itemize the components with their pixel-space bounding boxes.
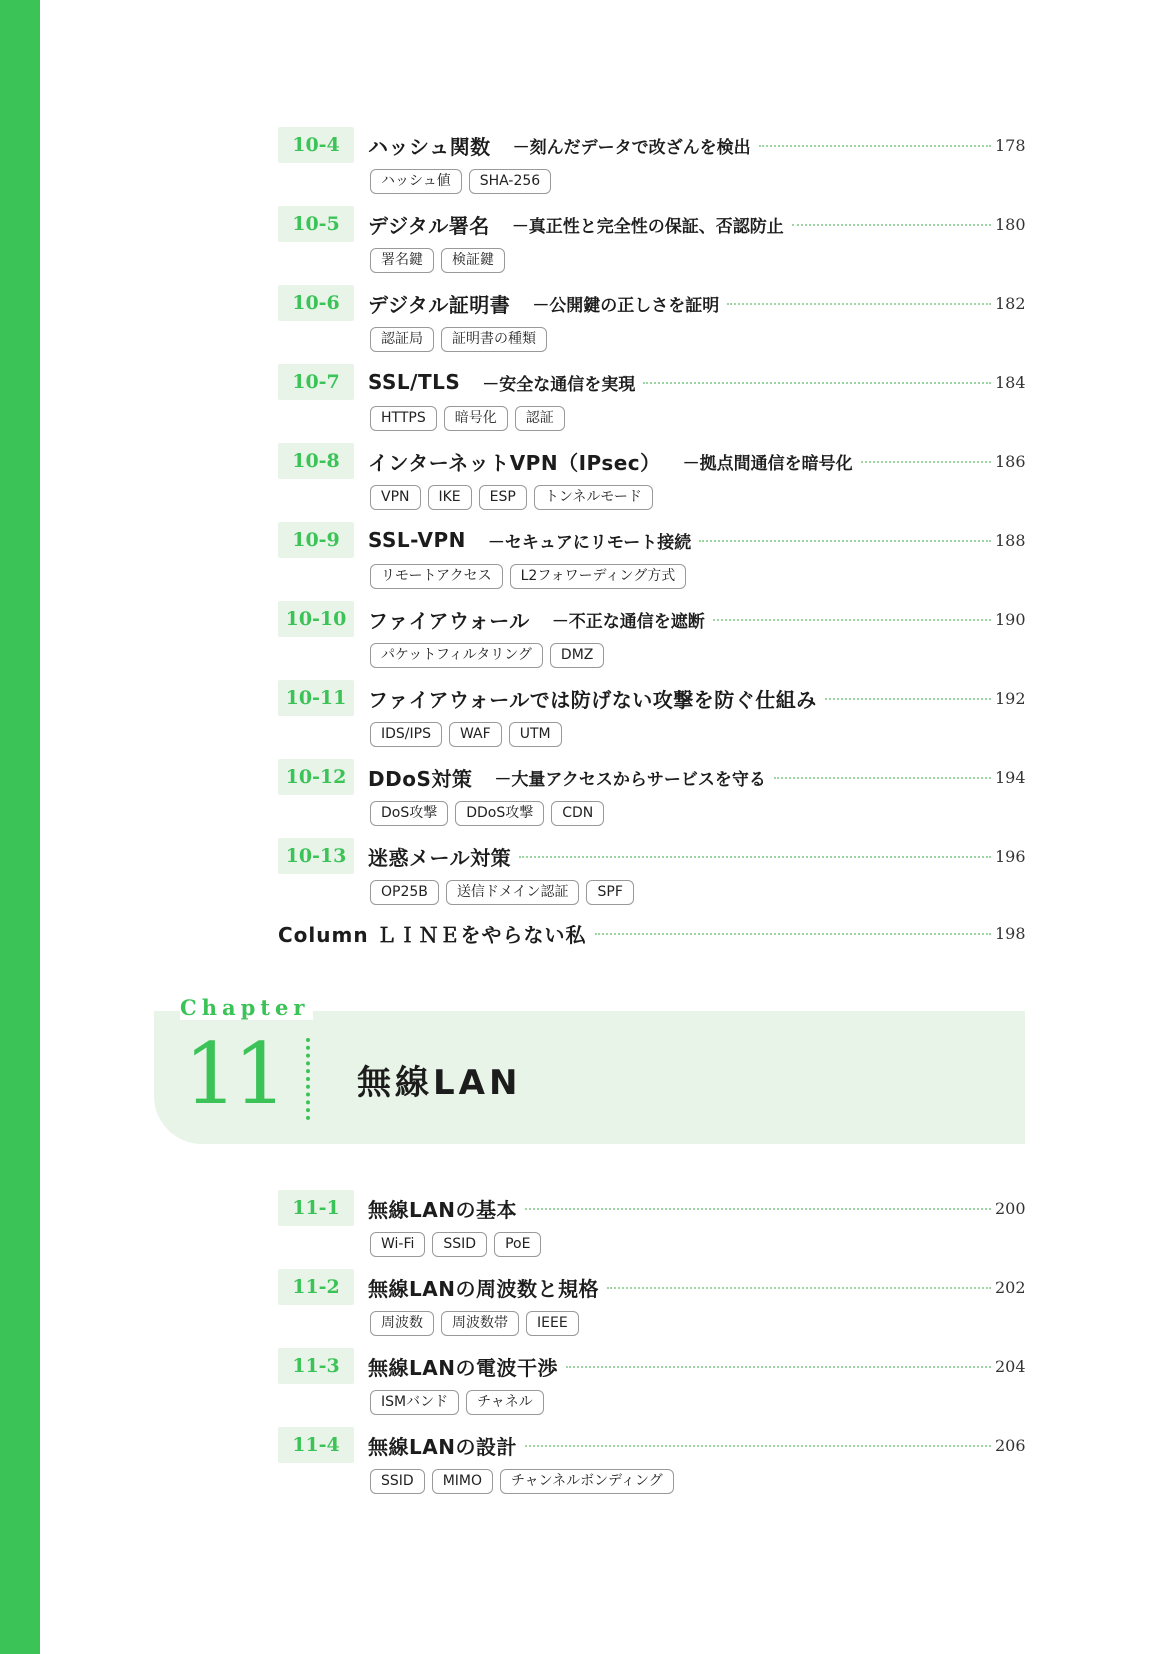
- section-title: インターネットVPN（IPsec）: [368, 450, 661, 475]
- section-title: デジタル証明書: [368, 292, 511, 317]
- keyword-tag: チャンネルボンディング: [500, 1469, 674, 1494]
- dot-leader: [861, 461, 991, 463]
- page-number: 184: [995, 372, 1026, 392]
- section-title: ハッシュ関数: [368, 134, 491, 159]
- section-subtitle: －不正な通信を遮断: [551, 611, 705, 632]
- dot-leader: [525, 1208, 991, 1210]
- keyword-tag: SSID: [432, 1232, 487, 1257]
- section-number: 10-9: [278, 522, 354, 558]
- section-subtitle: －セキュアにリモート接続: [487, 532, 692, 553]
- dot-leader: [566, 1366, 991, 1368]
- keyword-tag: リモートアクセス: [370, 564, 503, 589]
- section-number: 10-10: [278, 601, 354, 637]
- keyword-tag: SPF: [586, 880, 633, 905]
- keyword-tag: パケットフィルタリング: [370, 643, 543, 668]
- keyword-tags: [370, 1311, 1025, 1336]
- toc-entry[interactable]: [278, 1346, 1025, 1425]
- section-number: 10-13: [278, 838, 354, 874]
- toc-entry[interactable]: [278, 1267, 1025, 1346]
- keyword-tag: L2フォワーディング方式: [510, 564, 687, 589]
- dot-leader: [525, 1445, 991, 1447]
- keyword-tags: [370, 880, 1025, 905]
- keyword-tag: 送信ドメイン認証: [446, 880, 580, 905]
- keyword-tag: IEEE: [526, 1311, 579, 1336]
- page-number: 178: [995, 135, 1026, 155]
- keyword-tag: 署名鍵: [370, 248, 434, 273]
- dot-leader: [774, 777, 991, 779]
- keyword-tag: IDS/IPS: [370, 722, 442, 747]
- section-subtitle: －公開鍵の正しさを証明: [532, 295, 720, 316]
- section-title: 無線LANの電波干渉: [368, 1355, 558, 1380]
- page-number: 194: [995, 767, 1026, 787]
- side-color-bar: [0, 0, 40, 1654]
- section-number: 11-2: [278, 1269, 354, 1305]
- dot-leader: [519, 856, 991, 858]
- dot-leader: [595, 933, 991, 935]
- page-number: 186: [995, 451, 1026, 471]
- dot-leader: [792, 224, 991, 226]
- keyword-tag: HTTPS: [370, 406, 437, 431]
- toc-entry[interactable]: [278, 125, 1025, 204]
- keyword-tag: MIMO: [432, 1469, 493, 1494]
- keyword-tags: [370, 801, 1025, 826]
- keyword-tags: [370, 248, 1025, 273]
- section-subtitle: －真正性と完全性の保証、否認防止: [511, 216, 784, 237]
- toc-entry[interactable]: [278, 757, 1025, 836]
- keyword-tag: 検証鍵: [441, 248, 505, 273]
- keyword-tags: [370, 406, 1025, 431]
- section-title: 迷惑メール対策: [368, 845, 512, 870]
- section-number: 10-7: [278, 364, 354, 400]
- keyword-tag: ハッシュ値: [370, 169, 462, 194]
- keyword-tag: 周波数帯: [441, 1311, 519, 1336]
- keyword-tag: DDoS攻撃: [455, 801, 544, 826]
- section-number: 10-11: [278, 680, 354, 716]
- section-subtitle: －拠点間通信を暗号化: [682, 453, 853, 474]
- dot-leader: [643, 382, 991, 384]
- dot-leader: [713, 619, 991, 621]
- keyword-tags: [370, 643, 1025, 668]
- keyword-tag: IKE: [428, 485, 472, 510]
- section-number: 10-8: [278, 443, 354, 479]
- chapter-number: 11: [184, 1025, 283, 1123]
- page-number: 200: [995, 1198, 1026, 1218]
- page-number: 188: [995, 530, 1026, 550]
- keyword-tag: 証明書の種類: [441, 327, 547, 352]
- dot-leader: [727, 303, 991, 305]
- keyword-tag: チャネル: [466, 1390, 544, 1415]
- section-title: SSL-VPN: [368, 528, 466, 552]
- dot-leader: [825, 698, 991, 700]
- section-title: 無線LANの設計: [368, 1434, 517, 1459]
- section-number: 10-6: [278, 285, 354, 321]
- keyword-tags: [370, 1469, 1025, 1494]
- page-number: 196: [995, 846, 1026, 866]
- section-subtitle: －安全な通信を実現: [482, 374, 636, 395]
- keyword-tag: PoE: [494, 1232, 541, 1257]
- toc-entry[interactable]: [278, 283, 1025, 362]
- keyword-tag: ESP: [479, 485, 527, 510]
- section-subtitle: －大量アクセスからサービスを守る: [494, 769, 766, 790]
- chapter-header-band: [154, 1011, 1025, 1144]
- chapter-10-toc: [278, 125, 1025, 915]
- page-number: 204: [995, 1356, 1026, 1376]
- section-title: 無線LANの基本: [368, 1197, 517, 1222]
- keyword-tag: SHA-256: [469, 169, 551, 194]
- page-number: 182: [995, 293, 1026, 313]
- keyword-tag: 周波数: [370, 1311, 434, 1336]
- page-number: 206: [995, 1435, 1026, 1455]
- section-number: 11-1: [278, 1190, 354, 1226]
- dot-leader: [759, 145, 991, 147]
- section-title: 無線LANの周波数と規格: [368, 1276, 599, 1301]
- dot-leader: [607, 1287, 991, 1289]
- chapter-title: 無線LAN: [357, 1063, 522, 1103]
- keyword-tags: [370, 169, 1025, 194]
- keyword-tags: [370, 564, 1025, 589]
- keyword-tag: SSID: [370, 1469, 425, 1494]
- section-number: 10-4: [278, 127, 354, 163]
- page-number: 198: [995, 923, 1026, 943]
- keyword-tag: DoS攻撃: [370, 801, 448, 826]
- keyword-tags: [370, 485, 1025, 510]
- section-number: 11-4: [278, 1427, 354, 1463]
- page-number: 192: [995, 688, 1026, 708]
- toc-entry[interactable]: [278, 1188, 1025, 1267]
- keyword-tag: CDN: [551, 801, 604, 826]
- section-number: 10-12: [278, 759, 354, 795]
- section-title: ファイアウォール: [368, 608, 530, 633]
- section-number: 11-3: [278, 1348, 354, 1384]
- toc-entry[interactable]: [278, 1425, 1025, 1504]
- keyword-tags: [370, 327, 1025, 352]
- page-number: 180: [995, 214, 1026, 234]
- page-number: 202: [995, 1277, 1026, 1297]
- keyword-tags: [370, 1390, 1025, 1415]
- chapter-label: Chapter: [180, 995, 313, 1020]
- keyword-tag: DMZ: [550, 643, 604, 668]
- section-title: SSL/TLS: [368, 370, 461, 394]
- chapter-11-toc: [278, 1188, 1025, 1504]
- keyword-tag: OP25B: [370, 880, 439, 905]
- column-title: Column ＬＩＮＥをやらない私: [278, 922, 587, 947]
- section-title: デジタル署名: [368, 213, 490, 238]
- keyword-tag: 認証: [515, 406, 565, 431]
- keyword-tag: UTM: [509, 722, 562, 747]
- section-title: ファイアウォールでは防げない攻撃を防ぐ仕組み: [368, 687, 817, 712]
- column-entry[interactable]: [278, 913, 1025, 953]
- toc-entry[interactable]: [278, 836, 1025, 915]
- keyword-tag: ISMバンド: [370, 1390, 459, 1415]
- keyword-tag: VPN: [370, 485, 421, 510]
- keyword-tag: 認証局: [370, 327, 434, 352]
- keyword-tag: Wi-Fi: [370, 1232, 425, 1257]
- keyword-tags: [370, 1232, 1025, 1257]
- toc-entry[interactable]: [278, 441, 1025, 520]
- toc-entry[interactable]: [278, 599, 1025, 678]
- dot-leader: [699, 540, 991, 542]
- section-number: 10-5: [278, 206, 354, 242]
- keyword-tag: WAF: [449, 722, 502, 747]
- keyword-tag: トンネルモード: [534, 485, 653, 510]
- chapter-dotted-divider: [306, 1038, 310, 1120]
- section-title: DDoS対策: [368, 766, 473, 791]
- toc-entry[interactable]: [278, 362, 1025, 441]
- toc-entry[interactable]: [278, 520, 1025, 599]
- section-subtitle: －刻んだデータで改ざんを検出: [512, 137, 751, 158]
- keyword-tags: [370, 722, 1025, 747]
- toc-entry[interactable]: [278, 678, 1025, 757]
- toc-entry[interactable]: [278, 204, 1025, 283]
- keyword-tag: 暗号化: [444, 406, 508, 431]
- page-number: 190: [995, 609, 1026, 629]
